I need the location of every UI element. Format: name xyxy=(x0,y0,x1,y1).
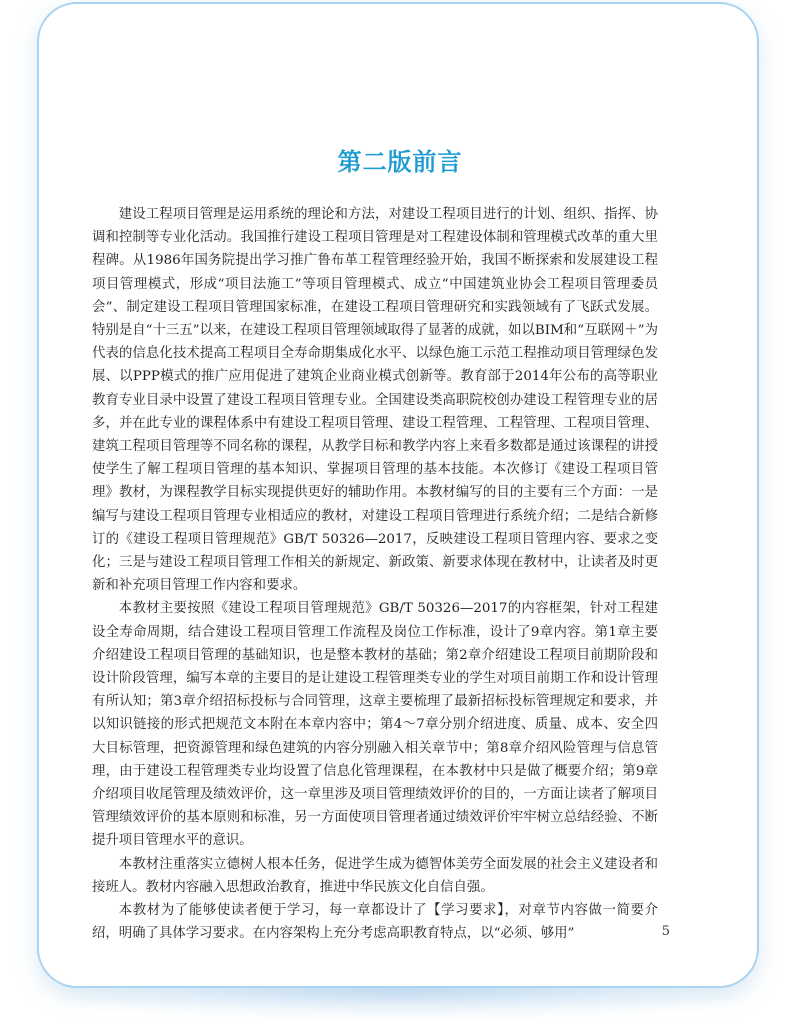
paragraph: 本教材注重落实立德树人根本任务，促进学生成为德智体美劳全面发展的社会主义建设者和接班人。教材内容融入思想政治教育，推进中华民族文化自信自强。 xyxy=(92,856,658,895)
page-number: 5 xyxy=(661,924,670,939)
paragraph: 本教材为了能够使读者便于学习，每一章都设计了【学习要求】，对章节内容做一简要介绍，明确了具体学习要求。在内容架构上充分考虑高职教育特点，以“必须、够用” xyxy=(92,903,658,942)
preface-body xyxy=(92,203,658,946)
paragraph: 建设工程项目管理是运用系统的理论和方法，对建设工程项目进行的计划、组织、指挥、协调和控制等专业化活动。我国推行建设工程项目管理是对工程建设体制和管理模式改革的重大里程碑。从1986年国务院提出学习推广鲁布革工程管理经验开始，我国不断探索和发展建设工程项目管理模式，形成“项目法施工”等项目管理模式、成立“中国建筑业协会工程项目管理委员会”、制定建设工程项目管理国家标准，在建设工程项目管理研究和实践领域有了飞跃式发展。特别是自“十三五”以来，在建设工程项目管理领域取得了显著的成就，如以BIM和“互联网＋”为代表的信息化技术提高工程项目全寿命期集成化水平、以绿色施工示范工程推动项目管理绿色发展、以PPP模式的推广应用促进了建筑企业商业模式创新等。教育部于2014年公布的高等职业教育专业目录中设置了建设工程项目管理专业。全国建设类高职院校创办建设工程管理专业的居多，并在此专业的课程体系中有建设工程项目管理、建设工程管理、工程管理、工程项目管理、建筑工程项目管理等不同名称的课程，从教学目标和教学内容上来看多数都是通过该课程的讲授使学生了解工程项目管理的基本知识、掌握项目管理的基本技能。本次修订《建设工程项目管理》教材，为课程教学目标实现提供更好的辅助作用。本教材编写的目的主要有三个方面：一是编写与建设工程项目管理专业相适应的教材，对建设工程项目管理进行系统介绍；二是结合新修订的《建设工程项目管理规范》GB/T 50326—2017，反映建设工程项目管理内容、要求之变化；三是与建设工程项目管理工作相关的新规定、新政策、新要求体现在教材中，让读者及时更新和补充项目管理工作内容和要求。 xyxy=(92,207,658,594)
page-title: 第二版前言 xyxy=(337,147,463,176)
paragraph: 本教材主要按照《建设工程项目管理规范》GB/T 50326—2017的内容框架，针对工程建设全寿命周期，结合建设工程项目管理工作流程及岗位工作标准，设计了9章内容。第1章主要介绍建设工程项目管理的基础知识，也是整本教材的基础；第2章介绍建设工程项目前期阶段和设计阶段管理，编写本章的主要目的是让建设工程管理类专业的学生对项目前期工作和设计管理有所认知；第3章介绍招标投标与合同管理，这章主要梳理了最新招标投标管理规定和要求，并以知识链接的形式把规范文本附在本章内容中；第4～7章分别介绍进度、质量、成本、安全四大目标管理，把资源管理和绿色建筑的内容分别融入相关章节中；第8章介绍风险管理与信息管理，由于建设工程管理类专业均设置了信息化管理课程，在本教材中只是做了概要介绍；第9章介绍项目收尾管理及绩效评价，这一章里涉及项目管理绩效评价的目的，一方面让读者了解项目管理绩效评价的基本原则和标准，另一方面使项目管理者通过绩效评价牢牢树立总结经验、不断提升项目管理水平的意识。 xyxy=(92,601,658,849)
